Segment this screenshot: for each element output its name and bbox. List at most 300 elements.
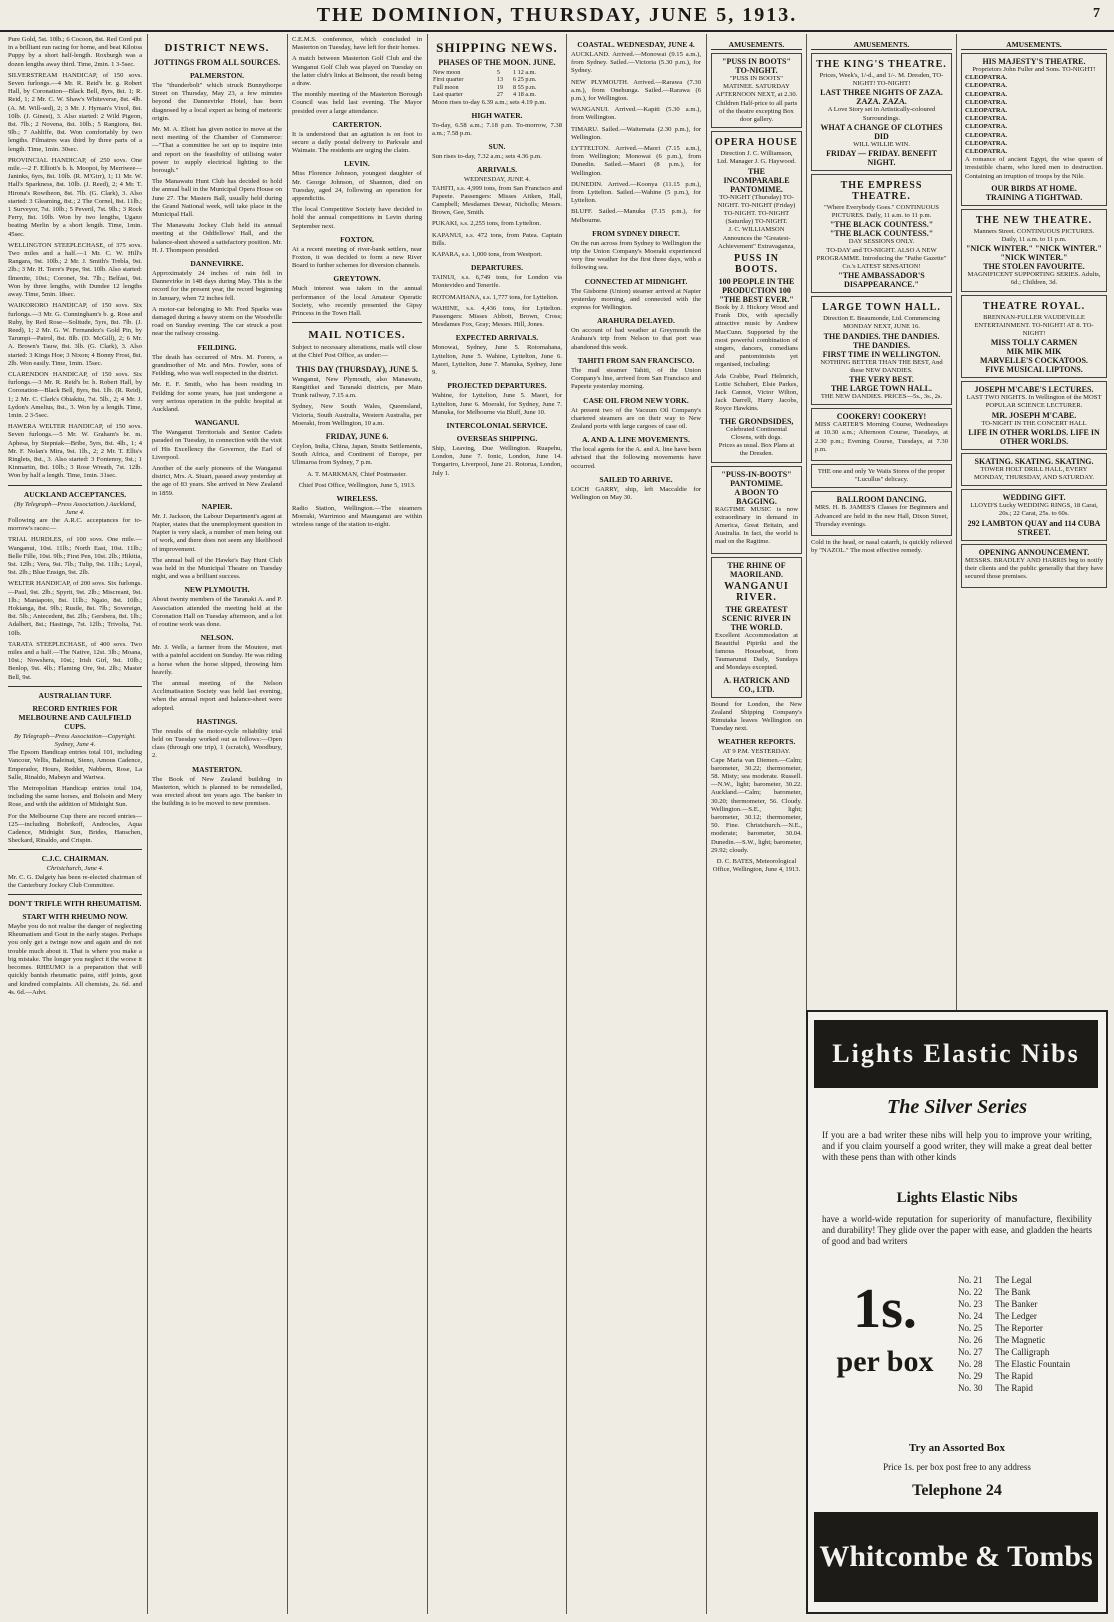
ad-text: WANGANUI RIVER. — [724, 580, 789, 603]
article-text: TARATA STEEPLECHASE, of 400 sovs. Two miles and a half.—The Native, 12st. 3lb.; Moana, 10st.; Nowshera, 10st.; Irish Girl, 9st. 10lb.; Benlop, 9st. 4lb.; Flaming Ore, 9st. 2lb.; Master Bell, 9st. — [8, 640, 142, 681]
ad-title: HIS MAJESTY'S THEATRE. — [982, 57, 1086, 66]
article-text: BLUFF. Sailed.—Manuka (7.15 p.m.), for Melbourne. — [571, 208, 701, 224]
article-text: Following are the A.R.C. acceptances for to-morrow's races:— — [8, 516, 142, 533]
ad-title: THE NEW THEATRE. — [975, 214, 1093, 226]
ad-text: THE NEW DANDIES. PRICES—5s., 3s., 2s. — [820, 393, 943, 401]
section-heading: AUSTRALIAN TURF. — [38, 690, 112, 700]
ad-text: MISS TOLLY CARMEN — [990, 338, 1078, 348]
section-heading: ARRIVALS. — [476, 165, 518, 175]
ad-text: RAGTIME MUSIC is now extraordinary in demand in America, Great Britain, and Australia. In fact, the world is mad on the Ragtime. — [715, 505, 798, 546]
nib-no: No. 29 — [958, 1371, 983, 1381]
article-text: WAHINE, s.s. 4,436 tons, for Lyttelton. Passengers: Misses Abbott, Brown, Cross; Mesdames Fox, Gray; Messrs. Hill, Jones. — [432, 304, 562, 329]
town-heading: HASTINGS. — [196, 716, 238, 726]
article-text: WANGANUI. Arrived.—Kapiti (5.30 a.m.), from Wellington. — [571, 106, 701, 122]
town-heading: DANNEVIRKE. — [190, 259, 244, 269]
section-heading: HIGH WATER. — [471, 110, 523, 120]
nib-price — [820, 1274, 950, 1434]
nib-no: No. 24 — [958, 1311, 983, 1321]
ad-text: FRIDAY — FRIDAY. BENEFIT NIGHT. — [826, 149, 937, 168]
column-5 — [571, 36, 701, 1616]
nib-no: No. 23 — [958, 1299, 983, 1309]
ad-text: TO-NIGHT IN THE CONCERT HALL — [981, 419, 1087, 427]
article-text: A match between Masterton Golf Club and the Wanganui Golf Club was played on Tuesday on the latter club's links at Belmont, the result being a draw. — [292, 55, 422, 88]
section-heading: AMUSEMENTS. — [711, 40, 802, 50]
moon-time: 8 55 p.m. — [512, 83, 537, 91]
article-text: A motor-car belonging to Mr. Fred Sparks was damaged during a heavy storm on the Woodville road on Sunday evening. The car struck a post near the railway crossing. — [152, 305, 282, 338]
moon-table — [432, 69, 562, 99]
advertisement — [961, 381, 1107, 450]
nib-ad-heading: Lights Elastic Nibs — [896, 1190, 1018, 1206]
section-heading: A. AND A. LINE MOVEMENTS. — [582, 435, 690, 445]
ad-text: THE one and only Ye Waits Stores of the proper "Lucullus" delicacy. — [817, 468, 946, 484]
article-text: Sun rises to-day, 7.32 a.m.; sets 4.36 p.m. — [432, 153, 542, 161]
ad-text: MIK MIK MIK — [1006, 347, 1062, 357]
section-heading: FROM SYDNEY DIRECT. — [592, 228, 680, 238]
article-text: The local Competitive Society have decided to hold the annual competitions in Levin during September next. — [292, 206, 422, 230]
ad-text: FIVE MUSICAL LIPTONS. — [985, 365, 1083, 375]
section-heading: CASE OIL FROM NEW YORK. — [583, 395, 689, 405]
dateline: AT 9 P.M. YESTERDAY. — [722, 748, 791, 756]
article-text: Mr. J. Jackson, the Labour Department's agent at Napier, states that the unemployment question in Napier is very slack, a number of men being out of work, and there does not seem any likelihood of improvement. — [152, 512, 282, 553]
section-heading: DEPARTURES. — [471, 263, 523, 273]
ad-text: FIRST TIME IN WELLINGTON. — [822, 349, 941, 359]
article-text: Mr. C. G. Dalgety has been re-elected chairman of the Canterbury Jockey Club Committee. — [8, 873, 142, 889]
town-heading: CARTERTON. — [332, 119, 382, 129]
section-subheading: PHASES OF THE MOON. JUNE. — [438, 58, 556, 67]
advertisement — [811, 53, 952, 171]
article-text: On account of bad weather at Greymouth the Arahura's trip from Nelson to that port was abandoned this week. — [571, 327, 701, 351]
nib-post: Price 1s. per box post free to any address — [883, 1462, 1031, 1472]
column-rule — [147, 34, 148, 1614]
dateline: Chief Post Office, Wellington, June 5, 1913. — [298, 481, 416, 489]
column-8 — [961, 36, 1107, 1006]
ad-text: THE STOLEN FAVOURITE. — [983, 262, 1085, 272]
ad-text: Direction J. C. Williamson, Ltd. Manager J. G. Haywood. — [717, 150, 796, 166]
article-text: Another of the early pioneers of the Wanganui district, Mrs. A. Stuart, passed away yesterday at the age of 83 years. She arrived in New Zealand in 1859. — [152, 464, 282, 497]
nib-no: No. 21 — [958, 1275, 983, 1285]
article-text: Maybe you do not realise the danger of neglecting Rheumatism and Gout in the early stages. Perhaps you only get a twinge now and again and do not trouble much about it. That is where you make a big mistake. The longer you neglect it the worse it becomes. RHEUMO is a preparation that will quickly banish rheumatic pains, stiff joints, gout and kindred complaints. All chemists, 2s. 6d. and 4s. 6d.—Advt. — [8, 923, 142, 996]
article-text: The "thunderbolt" which struck Bunnythorpe Street on Thursday, May 23, a few minutes beyond the Dannevirke Hotel, has been diagnosed by a local expert as being of meteoric origin. — [152, 82, 282, 122]
advertisement — [961, 209, 1107, 292]
article-text: Subject to necessary alterations, mails will close at the Chief Post Office, as under:— — [292, 344, 422, 360]
ad-text: NOTHING BETTER THAN THE BEST, And these NEW DANDIES. — [820, 358, 943, 374]
section-heading: COASTAL. WEDNESDAY, JUNE 4. — [577, 40, 695, 49]
ad-line: CLEOPATRA. — [965, 74, 1008, 82]
ad-line: CLEOPATRA. — [965, 148, 1008, 156]
ad-text: Direction E. Beaumonde, Ltd. Commencing MONDAY NEXT, JUNE 16. — [823, 315, 940, 331]
ad-title: COOKERY! COOKERY! — [836, 412, 927, 422]
moon-phase: First quarter — [433, 76, 464, 84]
ad-text: A BOON TO BAGGING. — [734, 487, 779, 506]
article-text: TIMARU. Sailed.—Waitemata (2.30 p.m.), for Wellington. — [571, 125, 701, 141]
section-heading: INTERCOLONIAL SERVICE. — [446, 420, 548, 430]
nib-name: The Rapid — [995, 1383, 1033, 1393]
article-text: The annual ball of the Hawke's Bay Hunt Club was held in the Municipal Theatre on Tuesday night, and was a brilliant success. — [152, 556, 282, 581]
ad-title: THE RHINE OF MAORILAND. — [727, 560, 786, 579]
ad-text: THE DANDIES. THE DANDIES. THE DANDIES. — [823, 331, 940, 350]
article-text: It is understood that an agitation is on foot to secure a daily postal delivery to Parkvale and Waimate. The residents are urging the claim. — [292, 130, 422, 155]
ad-text: Children Half-price to all parts of the theatre excepting Box door gallery. — [715, 99, 798, 124]
moon-row — [432, 76, 562, 83]
article-text: Monowai, Sydney, June 5. Rotomahana, Lyttelton, June 5. Wahine, Lyttelton, June 6. Maori, Lyttelton, June 7. Manuka, Sydney, June 9. — [432, 344, 562, 377]
ad-text: MESSRS. BRADLEY AND HARRIS beg to notify their clients and the public generally that they have secured those premises. — [965, 556, 1103, 581]
nib-telephone: Telephone 24 — [912, 1482, 1002, 1499]
article-text: The Manawatu Jockey Club held its annual meeting at the Oddfellows' Hall, and the balance-sheet showed a satisfactory position. Mr. H. J. Thompson presided. — [152, 222, 282, 254]
cleopatra-list — [965, 74, 1103, 156]
ad-text: "THE BEST EVER." — [719, 295, 794, 305]
nib-no: No. 27 — [958, 1347, 983, 1357]
article-text: Mr. J. Wells, a farmer from the Moutere, met with a painful accident on Sunday. He was riding a horse when the horse slipped, throwing him heavily. — [152, 644, 282, 676]
ad-text: "PUSS IN BOOTS" MATINEE. SATURDAY AFTERNOON NEXT, at 2.30. — [715, 75, 798, 99]
advertisement — [961, 53, 1107, 206]
nib-name: The Reporter — [995, 1323, 1043, 1333]
ad-line: CLEOPATRA. — [965, 115, 1008, 123]
article-text: Ceylon, India, China, Japan, Straits Settlements, South Africa, and Continent of Europe, per Ulimaroa from Sydney, 7 p.m. — [292, 442, 422, 467]
ad-text: THE VERY BEST. — [849, 375, 914, 385]
nib-name: The Banker — [995, 1299, 1038, 1309]
ad-text: A. HATRICK AND CO., LTD. — [723, 675, 790, 694]
ad-title: JOSEPH M'CABE'S LECTURES. — [974, 385, 1094, 395]
article-text: Mr. M. A. Eliott has given notice to move at the next meeting of the Chamber of Commerce:—"That a committee be set up to inquire into and report on the feasibility of utilising water power to supply electrical lighting to the borough." — [152, 126, 282, 175]
nib-name: The Magnetic — [995, 1335, 1046, 1345]
column-rule — [287, 34, 288, 1614]
advertisement — [811, 491, 952, 536]
section-heading: START WITH RHEUMO NOW. — [22, 912, 128, 922]
ad-line: CLEOPATRA. — [965, 90, 1008, 98]
nib-name: The Legal — [995, 1275, 1032, 1285]
dateline: Christchurch, June 4. — [46, 865, 104, 873]
article-text: Ship, Leaving, Due Wellington. Ruapehu, London, June 7. Ionic, London, June 14. Tongariro, Liverpool, June 21. Rotorua, London, July 1. — [432, 444, 562, 477]
town-heading: NEW PLYMOUTH. — [184, 585, 250, 595]
section-heading: CONNECTED AT MIDNIGHT. — [584, 276, 688, 286]
article-text: On the run across from Sydney to Wellington the trip the Union Company's Moeraki experienced very fine weather for the first three days, with a following sea. — [571, 239, 701, 272]
ad-text: THE GRONDSIDES, — [719, 416, 794, 426]
column-rule — [427, 34, 428, 1614]
nib-advertisement — [806, 1010, 1108, 1614]
ad-text: Prices, Week's, 1/-d., and 1/-. M. Dresden, TO-NIGHT! TO-NIGHT! — [819, 72, 944, 88]
moon-time: 4 18 a.m. — [512, 91, 537, 99]
nib-name: The Elastic Fountain — [995, 1359, 1071, 1369]
column-2 — [152, 36, 282, 1616]
race-result: SILVERSTREAM HANDICAP, of 150 sovs. Seven furlongs.—4 Mr. R. Reid's br. g. Robert Hall, by Coronation—Black Bell, 8yrs, 8st. 1; R. Reid, 1; 2 Mr. C. W. Shaw's Whiteverse, 8st. 4lb. (A. M. Will-sed), 2; 3 Mr. J. Hyman's Vixol, 8st. 10lb. (J. Ginest), 3. Also started: 2 Wild Pigeon, 8st. 7lb.; 2 Novena, 8st. 10lb.; 5 Rangiora, 8st. 9lb.; 7 Ashliffe, 8st. Won comfortably by two lengths. Filmatres was third by three parts of a length. Time, 1min. 30sec. — [8, 71, 142, 153]
ad-title: LARGE TOWN HALL. — [822, 302, 941, 314]
nib-no: No. 25 — [958, 1323, 983, 1333]
ad-line: CLEOPATRA. — [965, 82, 1008, 90]
nib-list-item — [956, 1370, 1096, 1382]
ad-text: Book by J. Hickory Wood and Frank Dix, with specially attractive music by Andrew MacCunn. Supported by the most powerful combination of singers, dancers, comedians and pantomimists yet organised, including: — [715, 304, 798, 369]
article-text: About twenty members of the Taranaki A. and P. Association attended the meeting held at the Coronation Hall on Tuesday afternoon, and a lot of routine work was done. — [152, 596, 282, 628]
ad-text: THE LARGE TOWN HALL. — [830, 384, 933, 394]
race-result: WELLINGTON STEEPLECHASE, of 375 sovs. Two miles and a half.—1 Mr. C. W. Hill's Rangara, 9st. 10lb.; 2 Mr. J. Smith's Trebla, 9st. 2lb.; 3 Mr. H. Torre's Pepe, 9st. 10lb. Also started: Ilmenite, 10st.; Coronet, 9st. 7lb.; Belfast, 9st. Won by three lengths, with Dundee 12 lengths away. Time, 5min. 18sec. — [8, 241, 142, 299]
article-text: Much interest was taken in the annual performance of the local Amateur Operatic Society, who recently presented the Gipsy Princess in the Town Hall. — [292, 285, 422, 318]
price-unit: per box — [836, 1345, 934, 1378]
page-title: THE DOMINION, THURSDAY, JUNE 5, 1913. — [316, 4, 798, 26]
column-rule — [706, 34, 707, 1614]
ad-title: OPENING ANNOUNCEMENT. — [978, 547, 1090, 557]
column-1 — [8, 36, 142, 1616]
ad-title: SKATING. SKATING. SKATING. — [974, 456, 1094, 466]
article-text: ROTOMAHANA, s.s. 1,777 tons, for Lyttelton. — [432, 293, 559, 301]
section-subheading: FRIDAY, JUNE 6. — [325, 431, 389, 441]
article-text: LOCH GARRY, ship, left Maccaldie for Wellington on May 30. — [571, 485, 701, 501]
ad-title: THEATRE ROYAL. — [982, 300, 1086, 312]
moon-row — [432, 91, 562, 98]
article-text: WELTER HANDICAP, of 200 sovs. Six furlongs.—Paul, 9st. 2lb.; Spyrit, 9st. 2lb.; Miscreant, 9st. 1lb.; Maniapoto, 8st. 11lb.; Ngaio, 8st. 10lb.; Hokianga, 8st. 9lb.; Rustle, 8st. 7lb.; Sovereign, 8st. 5lb.; Antecedent, 8st. 2lb.; Gersbera, 8st. 1lb.; Adalbert, 8st.; Hastings, 7st. 12lb.; Trivolta, 7st. 10lb. — [8, 580, 142, 637]
ad-text: Excellent Accommodation at Beautiful Pipiriki and the famous Houseboat, from Taumarunui Daily, Sundays and Mondays excepted. — [715, 631, 798, 672]
advertisement — [811, 464, 952, 488]
town-heading: FOXTON. — [340, 234, 374, 244]
ad-title: THE KING'S THEATRE. — [816, 59, 947, 70]
town-heading: MASTERTON. — [192, 764, 242, 774]
article-text: PUKAKI, s.s. 2,255 tons, from Lyttelton. — [432, 220, 541, 228]
ad-text: MR. JOSEPH M'CABE. — [991, 410, 1077, 420]
article-text: The Epsom Handicap entries total 101, including Vancour, Vellis, Baleinat, Steno, Amous Cadence, Emperador, Hours, Redder, Nabbern, Rose, La Salle, Rinaldo, Mabeyn and Wariwa. — [8, 749, 142, 781]
article-text: KAPARA, s.s. 1,000 tons, from Westport. — [432, 251, 543, 259]
ad-text: LLOYD'S Lucky WEDDING RINGS, 18 Carat, 20s.; 22 Carat, 25s. to 60s. — [970, 502, 1098, 518]
article-text: Sydney, New South Wales, Queensland, Victoria, South Australia, Western Australia, per Moeraki, from Wellington, 10 a.m. — [292, 403, 422, 427]
article-text: The monthly meeting of the Masterton Borough Council was held last evening. The Mayor presided over a large attendance. — [292, 91, 422, 115]
town-heading: FEILDING. — [197, 342, 237, 352]
section-heading: PROJECTED DEPARTURES. — [447, 381, 547, 391]
ad-text: WILL WILLIE WIN. — [853, 140, 910, 148]
ad-text: Celebrated Continental Clowns, with dogs. — [726, 425, 787, 441]
moon-date: 13 — [496, 76, 504, 84]
advertisement — [961, 489, 1107, 540]
section-heading: ARAHURA DELAYED. — [597, 316, 675, 326]
article-text: Miss Florence Johnson, youngest daughter of Mr. George Johnson, of Shannon, died on Tuesday, aged 24, following an operation for appendicitis. — [292, 170, 422, 203]
nib-ad-title: Lights Elastic Nibs — [814, 1020, 1098, 1088]
nib-ad-subtitle: The Silver Series — [887, 1096, 1027, 1118]
article-text: The annual meeting of the Nelson Acclimatisation Society was held last evening, when the annual report and balance-sheet were adopted. — [152, 679, 282, 712]
article-text: Bound for London, the New Zealand Shipping Company's Rimutaka leaves Wellington on Tuesday next. — [711, 700, 802, 733]
nib-list — [956, 1274, 1096, 1394]
article-text: The Metropolitan Handicap entries total 104, including the same horses, and Bolsoin and Mery Rose, and with the addition of Midnight Sun. — [8, 785, 142, 809]
advertisement — [961, 295, 1107, 379]
article-text: Mr. E. F. Smith, who has been residing in Feilding for some years, has just undergone a very serious operation in the public hospital at Auckland. — [152, 381, 282, 413]
ad-text: DAY SESSIONS ONLY. — [848, 238, 915, 246]
advertisement — [811, 408, 952, 461]
column-rule — [566, 34, 567, 1614]
article-text: To-day, 6.58 a.m.; 7.18 p.m. To-morrow, 7.38 a.m.; 7.58 p.m. — [432, 121, 562, 138]
ad-text: LAST TWO NIGHTS. In Wellington of the MOST POPULAR SCIENCE LECTURER. — [966, 394, 1102, 410]
ad-line: CLEOPATRA. — [965, 123, 1008, 131]
moon-row — [432, 69, 562, 76]
ad-title: OPERA HOUSE — [715, 137, 798, 149]
ad-text: "NICK WINTER." "NICK WINTER." "NICK WINTER." — [966, 244, 1102, 263]
town-heading: WANGANUI. — [194, 418, 240, 428]
column-4 — [432, 36, 562, 1616]
price-value: 1s. — [853, 1278, 917, 1340]
nib-no: No. 30 — [958, 1383, 983, 1393]
section-heading: WEATHER REPORTS. — [717, 737, 796, 747]
nib-list-item — [956, 1274, 1096, 1286]
nib-list-item — [956, 1334, 1096, 1346]
article-text: Radio Station, Wellington.—The steamers Moeraki, Warrimoo and Maunganui are within wireless range of the station to-night. — [292, 504, 422, 529]
article-text: For the Melbourne Cup there are record entries—125—including Bobrikoff, Androcles, Aqua Cadence, Midnight Sun, Brides, Hanschen, Sheckard, Rinaldo, and Crispin. — [8, 812, 142, 845]
article-text: At a recent meeting of river-bank settlers, near Foxton, it was decided to form a new River Board to further schemes for diversion channels. — [292, 245, 422, 270]
town-heading: LEVIN. — [344, 159, 370, 169]
ad-title: "PUSS-IN-BOOTS" PANTOMIME. — [721, 469, 792, 488]
nib-list-item — [956, 1382, 1096, 1394]
ad-title: BALLROOM DANCING. — [836, 495, 927, 505]
section-heading: SHIPPING NEWS. — [436, 40, 558, 55]
ad-text: LAST THREE NIGHTS OF ZAZA. ZAZA. ZAZA. — [820, 88, 943, 107]
race-result: HAWERA WELTER HANDICAP, of 150 sovs. Seven furlongs.—5 Mr. W. Graham's br. m. Aphesa, by Stepniak—Bribe, 5yrs, 8st. 4lb., 1; 4 Mr. F. Nolan's Mira, 9st. 1lb., 2; 2 Mr. T. Ellis's Ringlets, 8st., 3. Also started: 3 Fontenoy, 9st.; 1 Kinmartin, 8st. 10lb.; 3 Rose Wreath, 7st. 12lb. Won by half a length. Time, 1min. 31sec. — [8, 423, 142, 480]
nib-list-item — [956, 1346, 1096, 1358]
moon-date: 5 — [496, 69, 500, 76]
article-text: Approximately 24 inches of rain fell in Dannevirke in 148 days during May. This is the record for the present year, the record beginning in January, when 72 inches fell. — [152, 270, 282, 302]
article-text: TAINUI, s.s. 6,749 tons, for London via Montevideo and Tenerife. — [432, 274, 562, 290]
article-text: The Book of New Zealand building in Masterton, which is planned to be remodelled, was erected about ten years ago. The banker in the building is to be moved to new premises. — [152, 775, 282, 808]
moon-time: 6 25 p.m. — [512, 76, 537, 84]
ad-line: CLEOPATRA. — [965, 139, 1008, 147]
ad-text: WHAT A CHANGE OF CLOTHES DID — [820, 122, 943, 141]
race-result: Pure Gold, 5st. 10lb.; 6 Cocoon, 8st. Red Cord put in a brilliant run racing for home, and beat Kilotoa Puppy by a short half-length. Roxburgh was a dozen lengths away third. Time, 2min. 1 3-5sec. — [8, 36, 142, 68]
section-heading: C.J.C. CHAIRMAN. — [41, 854, 109, 864]
article-text: TAHITI, s.s. 4,999 tons, from San Francisco and Papeete. Passengers: Misses Aitken, Hall, Campbell; Mesdames Dewar, Nicholls; Messrs. Brown, Gee, Smith. — [432, 184, 562, 217]
article-text: Cold in the head, or nasal catarrh, is quickly relieved by "NAZOL." The most effective remedy. — [811, 539, 952, 555]
advertisement — [711, 466, 802, 554]
race-result: WAIKORORO HANDICAP, of 150 sovs. Six furlongs.—3 Mr. G. Cunningham's b. g. Rose and Ruby, by Red Rose—Solitude, 5yrs, 8st. 7lb. (J. Reed), 1; 2 Mr. G. W. Fernandez's Gold Pin, by Tarumpi—Patrol, 8st. 8lb. (D. McGill), 2; 6 Mr. A. Brown's Tauw, 8st. 3lb. (G. Clark), 3. Also started: 3 Kings Hoe; 3 Nixon; 4 Bonny Frost, 8st. 2lb. Won easily. Time, 1min. 15sec. — [8, 302, 142, 367]
ad-text: Proprietors John Fuller and Sons. TO-NIGHT! — [972, 66, 1096, 73]
moon-phase: New moon — [433, 69, 461, 76]
dateline: WEDNESDAY, JUNE 4. — [463, 176, 531, 184]
article-text: The local agents for the A. and A. line have been advised that the following movements have occurred. — [571, 446, 701, 470]
ad-text: OUR BIRDS AT HOME. — [991, 183, 1077, 193]
nib-name: The Rapid — [995, 1371, 1033, 1381]
ad-text: 100 PEOPLE IN THE PRODUCTION 100 — [718, 277, 795, 296]
ad-text: LIFE IN OTHER WORLDS. LIFE IN OTHER WORLDS. — [968, 427, 1100, 446]
ad-text: "Where Everybody Goes." CONTINUOUS PICTURES. Daily, 11 a.m. to 11 p.m. — [824, 204, 939, 220]
section-heading: WIRELESS. — [336, 493, 378, 503]
town-heading: PALMERSTON. — [189, 71, 245, 80]
dateline: By Telegraph—Press Association—Copyright. Sydney, June 4. — [14, 732, 136, 749]
ad-text: Ada Crabbe, Pearl Helmrich, Lottie Schubert, Elsie Parkes, Jack Cannot, Victor Wilton, Jack Darrell, Harry Jacobs, Royce Hawkins. — [715, 372, 798, 413]
signature: D. C. BATES, Meteorological Office, Wellington, June 4, 1913. — [712, 857, 801, 874]
ad-text: MARVELLE'S COCKATOOS. — [980, 356, 1088, 366]
ad-text: "THE BLACK COUNTESS." — [829, 229, 934, 239]
advertisement — [961, 544, 1107, 589]
nib-list-item — [956, 1322, 1096, 1334]
ad-text: J. C. WILLIAMSON Announces the "Greatest-Achievement" Extravaganza, — [717, 226, 796, 250]
nib-ad-text: If you are a bad writer these nibs will help you to improve your writing, and if you claim yourself a good writer, they will make a great deal better with these pens than with other kinds — [822, 1130, 1092, 1162]
section-heading: RECORD ENTRIES FOR MELBOURNE AND CAULFIELD CUPS. — [18, 703, 132, 731]
section-heading: DISTRICT NEWS. — [164, 42, 270, 54]
nib-no: No. 28 — [958, 1359, 983, 1369]
section-heading: TAHITI FROM SAN FRANCISCO. — [577, 355, 695, 365]
nib-list-item — [956, 1286, 1096, 1298]
article-text: Cape Maria van Diemen.—Calm; barometer, 30.22; thermometer, 58. Misty; sea moderate. Russell.—N.W., light; barometer, 30.22. Auckland.—Calm; barometer, 30.20; thermometer, 56. Cloudy. Wellington.—S.E., light; barometer, 30.12; thermometer, 50. Fine. Christchurch.—N.E., moderate; barometer, 30.04. Dunedin.—S.W., light; barometer, 29.92; cloudy. — [711, 756, 802, 854]
ad-line: CLEOPATRA. — [965, 98, 1008, 106]
ad-title: WEDDING GIFT. — [1002, 493, 1066, 503]
article-text: NEW PLYMOUTH. Arrived.—Rarawa (7.30 a.m.), from Onehunga. Sailed.—Rarawa (6 p.m.), for Wellington. — [571, 78, 701, 103]
article-text: The results of the motor-cycle reliability trial held on Tuesday worked out as follows:—Open class (through one trip), 1 (scratch), Woodbury, 2. — [152, 727, 282, 760]
nib-name: The Ledger — [995, 1311, 1037, 1321]
nib-no: No. 22 — [958, 1287, 983, 1297]
section-subheading: JOTTINGS FROM ALL SOURCES. — [153, 58, 281, 67]
moon-time: 1 12 a.m. — [512, 69, 537, 76]
page-number: 7 — [1093, 6, 1100, 21]
section-heading: AMUSEMENTS. — [961, 40, 1107, 50]
article-text: AUCKLAND. Arrived.—Monowai (9.15 a.m.), from Sydney. Sailed.—Victoria (5.30 p.m.), for Sydney. — [571, 51, 701, 75]
advertisement — [711, 131, 802, 462]
nib-list-item — [956, 1358, 1096, 1370]
advertisement — [711, 53, 802, 128]
nib-list-item — [956, 1298, 1096, 1310]
section-heading: SUN. — [488, 142, 506, 152]
ad-text: Prices as usual. Box Plans at the Dresden. — [718, 442, 795, 458]
ad-text: TO-DAY and TO-NIGHT. ALSO A NEW PROGRAMME. Introducing the "Pathe Gazette" Co.'s LATEST SENSATION! — [816, 246, 947, 271]
nib-name: The Calligraph — [995, 1347, 1050, 1357]
moon-phase: Full moon — [433, 83, 459, 91]
advertisement — [811, 296, 952, 405]
article-text: KAPANUI, s.s. 472 tons, from Patea. Captain Bills. — [432, 231, 562, 247]
ad-title: "PUSS IN BOOTS" TO-NIGHT. — [722, 57, 791, 75]
ad-text: THE GREATEST SCENIC RIVER IN THE WORLD. — [722, 604, 791, 632]
race-result: PROVINCIAL HANDICAP, of 250 sovs. One mile.—2 F. Elliott's b. h. Moopoi, by Merriwee—Janinks, 6yrs, 8st. 10lb. (R. M'Girr), 1; 11 Mr. W. Hall's Sparkness, 8st. 10lb. (J. Reed), 2; 4 Mr. T. Hirona's Rowtheon, 8st. 7lb. (G. Clark), 3. Also started: 3 Gleaming, 8st.; 2 The Cornel, 8st. 11lb.; 1 Surveyor, 7st. 10lb.; 5 Peveril, 7st. 9lb.; 3 Rock Ferry, 8st. 10lb. Won by two lengths, Ugano beating Merlin by a short length. Time, 1min. 45sec. — [8, 156, 142, 238]
ad-text: A Love Story set in Artistically-coloured Surroundings. — [827, 106, 936, 122]
advertisement — [811, 174, 952, 293]
moon-row — [432, 84, 562, 91]
ad-text: TRAINING A TIGHTWAD. — [985, 192, 1083, 202]
ad-line: CLEOPATRA. — [965, 131, 1008, 139]
ad-text: 292 LAMBTON QUAY and 114 CUBA STREET. — [967, 518, 1101, 537]
moon-date: 27 — [496, 91, 504, 99]
article-text: LYTTELTON. Arrived.—Maori (7.15 a.m.), from Wellington; Monowai (6 p.m.), from Dunedin. Sailed.—Maori (8 p.m.), for Wellington. — [571, 145, 701, 177]
race-result: CLARENDON HANDICAP, of 150 sovs. Six furlongs.—3 Mr. R. Reid's br. h. Robert Hall, by Coronation—Black Bell, 8yrs, 8st. 1lb. (R. Reid), 1; 2 Mr. C. Clark's Ohiakitu, 7st. 5lb., 2; 4 Mr. J. Lydon's Amelius, 8st., 3. Won by a length. Time, 1min. 2 3-5sec. — [8, 370, 142, 419]
ad-text: MAGNIFICENT SUPPORTING SERIES. Adults, 6d.; Children, 3d. — [967, 271, 1101, 287]
nib-name: The Bank — [995, 1287, 1031, 1297]
ad-text: MISS CARTER'S Morning Course, Wednesdays at 10.30 a.m.; Afternoon Course, Tuesdays, at 2.30 p.m.; Evening Course, Tuesdays, at 7.30 p.m. — [815, 421, 948, 453]
section-heading: DON'T TRIFLE WITH RHEUMATISM. — [8, 899, 142, 909]
ad-text: "THE AMBASSADOR'S DISAPPEARANCE." — [838, 271, 925, 290]
ad-title: THE EMPRESS THEATRE. — [840, 180, 923, 203]
nib-no: No. 26 — [958, 1335, 983, 1345]
section-heading: AUCKLAND ACCEPTANCES. — [23, 489, 127, 499]
nib-try: Try an Assorted Box — [908, 1442, 1006, 1454]
column-3 — [292, 36, 422, 1616]
signature: A. T. MARKMAN, Chief Postmaster. — [307, 470, 407, 478]
masthead — [0, 0, 1114, 32]
nib-advertiser: Whitcombe & Tombs — [814, 1512, 1098, 1602]
article-text: Wanganui, New Plymouth, also Manawatu, Rangitikei and Taranaki districts, per Main Trunk railway, 7.15 a.m. — [292, 375, 422, 400]
ad-text: A romance of ancient Egypt, the wise queen of irresistible charm, who lured men to destruction. Containing an irruption of troops by the Nile. — [965, 156, 1103, 180]
article-text: The Wanganui Territorials and Senior Cadets paraded on Tuesday, in connection with the visit of His Excellency the Governor, the Earl of Liverpool. — [152, 429, 282, 461]
article-text: Wahine, for Lyttelton, June 5. Maori, for Lyttelton, June 6. Moeraki, for Sydney, June 7. Manuka, for Melbourne via Bluff, June 10. — [432, 392, 562, 416]
town-heading: NELSON. — [200, 633, 234, 643]
ad-text: BRENNAN-FULLER VAUDEVILLE ENTERTAINMENT. TO-NIGHT! AT 8. TO-NIGHT! — [974, 313, 1094, 338]
section-heading: EXPECTED ARRIVALS. — [455, 333, 539, 343]
article-text: At present two of the Vacuum Oil Company's chartered steamers are on their way to New Zealand ports with large cargoes of case oil. — [571, 406, 701, 430]
ad-text: THE INCOMPARABLE PANTOMIME. — [723, 166, 790, 194]
section-heading: AMUSEMENTS. — [811, 40, 952, 50]
article-text: The Manawatu Hunt Club has decided to hold the annual ball in the Municipal Opera House on June 27. The Masters Ball, usually held during the Grand National week, will take place in the Municipal Hall. — [152, 178, 282, 219]
moon-date: 19 — [496, 83, 504, 91]
article-text: DUNEDIN. Arrived.—Koonya (11.15 p.m.), from Lyttelton. Sailed.—Wahine (5 p.m.), for Lyttelton. — [571, 180, 701, 205]
nib-ad-text: have a world-wide reputation for superiority of manufacture, flexibility and durability! They glide over the paper with ease, and gladden the hearts of good and bad writers — [822, 1214, 1092, 1246]
ad-text: TO-NIGHT (Thursday) TO-NIGHT. TO-NIGHT (Friday) TO-NIGHT. TO-NIGHT (Saturday) TO-NIGHT. — [717, 193, 796, 226]
advertisement — [711, 557, 802, 698]
ad-text: "THE BLACK COUNTESS." — [829, 220, 934, 230]
advertisement — [961, 453, 1107, 486]
ad-text: Manners Street. CONTINUOUS PICTURES. Daily, 11 a.m. to 11 p.m. — [973, 227, 1095, 244]
ad-text: PUSS IN BOOTS. — [733, 253, 780, 276]
nib-list-item — [956, 1310, 1096, 1322]
town-heading: GREYTOWN. — [333, 274, 381, 284]
article-text: Moon rises to-day 6.39 a.m.; sets 4.19 p.m. — [432, 98, 547, 106]
ad-line: CLEOPATRA. — [965, 107, 1008, 115]
article-text: The mail steamer Tahiti, of the Union Company's line, arrived from San Francisco and Papeete yesterday morning. — [571, 366, 701, 391]
